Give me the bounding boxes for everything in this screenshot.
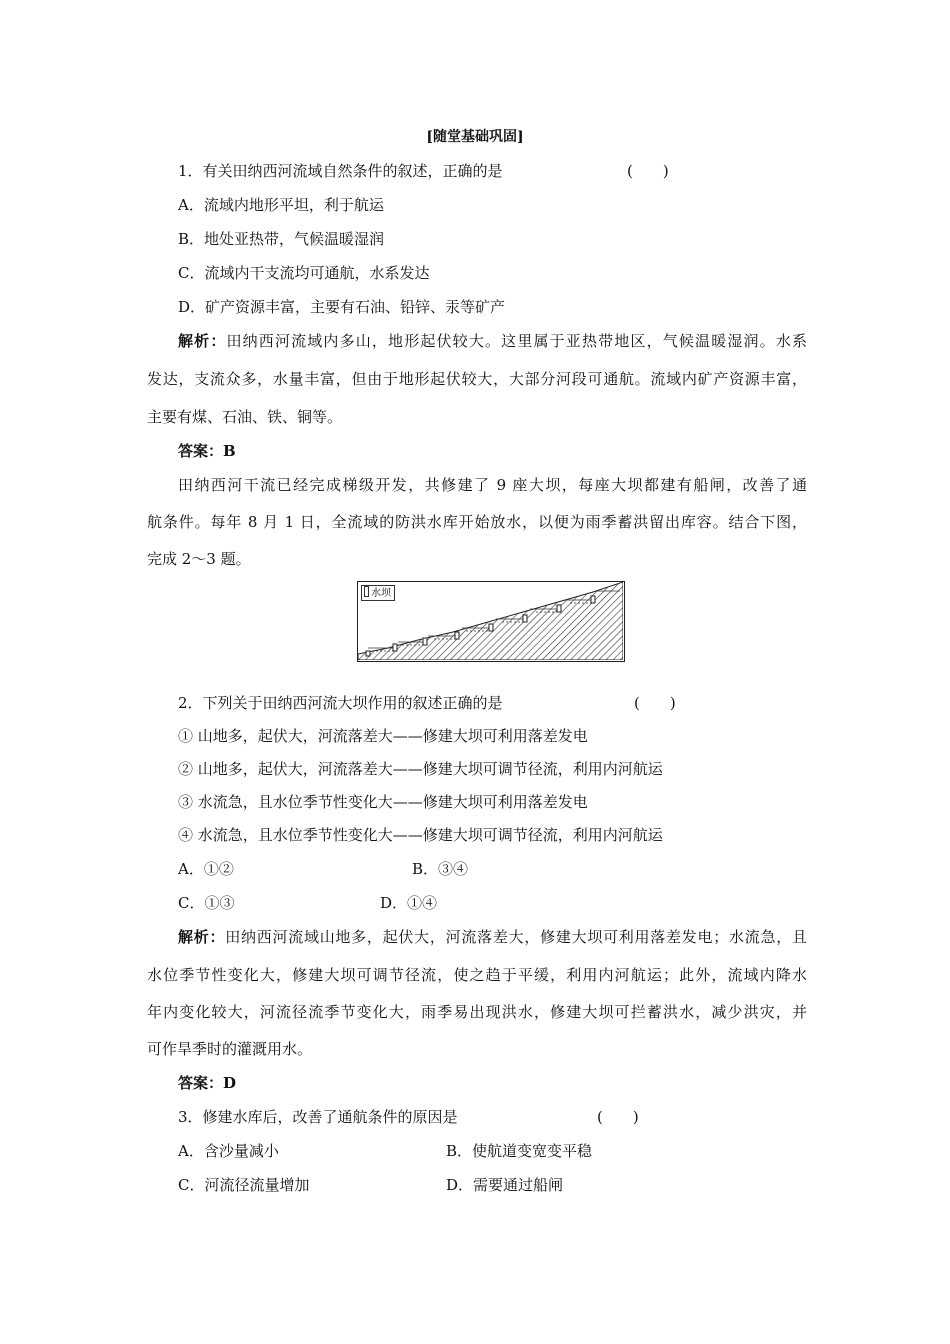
q2-analysis-line-3: 年内变化较大，河流径流季节变化大，雨季易出现洪水，修建大坝可拦蓄洪水，减少洪灾，并: [147, 1003, 807, 1021]
q2-answer-paren: ( ): [634, 694, 676, 712]
q1-option-b: B．地处亚热带，气候温暖湿润: [178, 230, 385, 248]
q1-stem: 1．有关田纳西河流域自然条件的叙述，正确的是: [178, 162, 503, 180]
q3-option-d: D．需要通过船闸: [446, 1176, 564, 1194]
q1-answer-label: 答案：: [178, 442, 224, 460]
q1-analysis-line-1: [178, 331, 807, 351]
q2-analysis-line-4: 可作旱季时的灌溉用水。: [147, 1040, 313, 1058]
passage-line-3: 完成 2～3 题。: [147, 550, 251, 568]
q3-answer-paren: ( ): [597, 1108, 639, 1126]
figure-legend: [361, 585, 395, 601]
q2-analysis-text-1: 田纳西河流域山地多，起伏大，河流落差大，修建大坝可利用落差发电；水流急，且: [225, 928, 807, 946]
q2-statement-3: ③ 水流急，且水位季节性变化大——修建大坝可利用落差发电: [178, 793, 588, 811]
q2-statement-1: ① 山地多，起伏大，河流落差大——修建大坝可利用落差发电: [178, 727, 588, 745]
q1-option-a: A．流域内地形平坦，利于航运: [178, 196, 384, 214]
q2-analysis-label: 解析：: [178, 928, 226, 946]
q2-option-b: B．③④: [412, 860, 469, 878]
q2-answer-value: D: [223, 1074, 237, 1092]
dam-cascade-figure: [357, 581, 625, 662]
q1-answer-value: B: [223, 442, 236, 460]
q2-statement-4: ④ 水流急，且水位季节性变化大——修建大坝可调节径流，利用内河航运: [178, 826, 663, 844]
terrain-slope: [358, 582, 623, 660]
q2-option-d: D．①④: [380, 894, 438, 912]
q1-answer: [178, 441, 236, 461]
q2-option-c: C．①③: [178, 894, 235, 912]
q2-stem: 2．下列关于田纳西河流大坝作用的叙述正确的是: [178, 694, 503, 712]
figure-legend-label: 水坝: [371, 588, 391, 599]
q3-stem: 3．修建水库后，改善了通航条件的原因是: [178, 1108, 458, 1126]
q1-answer-paren: ( ): [627, 162, 669, 180]
q2-analysis-line-2: 水位季节性变化大，修建大坝可调节径流，使之趋于平缓，利用内河航运；此外，流域内降水: [147, 966, 807, 984]
q1-analysis-label: 解析：: [178, 332, 227, 350]
q2-statement-2: ② 山地多，起伏大，河流落差大——修建大坝可调节径流，利用内河航运: [178, 760, 663, 778]
q2-analysis-line-1: [178, 927, 807, 947]
dam-legend-icon: [364, 586, 369, 597]
passage-line-2: 航条件。每年 8 月 1 日，全流域的防洪水库开始放水，以便为雨季蓄洪留出库容。结合下图，: [147, 513, 807, 531]
q3-option-b: B．使航道变宽变平稳: [446, 1142, 593, 1160]
q1-analysis-line-2: 发达，支流众多，水量丰富，但由于地形起伏较大，大部分河段可通航。流域内矿产资源丰富，: [147, 370, 807, 388]
q1-option-c: C．流域内干支流均可通航，水系发达: [178, 264, 430, 282]
q1-option-d: D．矿产资源丰富，主要有石油、铅锌、汞等矿产: [178, 298, 506, 316]
q2-option-a: A．①②: [178, 860, 234, 878]
q1-analysis-text-1: 田纳西河流域内多山，地形起伏较大。这里属于亚热带地区，气候温暖湿润。水系: [226, 332, 807, 350]
q3-option-c: C．河流径流量增加: [178, 1176, 310, 1194]
dam-cascade-diagram: [358, 582, 623, 660]
q3-option-a: A．含沙量减小: [178, 1142, 279, 1160]
q2-answer-label: 答案：: [178, 1074, 224, 1092]
passage-line-1: 田纳西河干流已经完成梯级开发，共修建了 9 座大坝，每座大坝都建有船闸，改善了通: [178, 476, 807, 494]
section-title: [随堂基础巩固]: [426, 129, 524, 145]
q2-answer: [178, 1073, 236, 1093]
q1-analysis-line-3: 主要有煤、石油、铁、铜等。: [147, 408, 343, 426]
